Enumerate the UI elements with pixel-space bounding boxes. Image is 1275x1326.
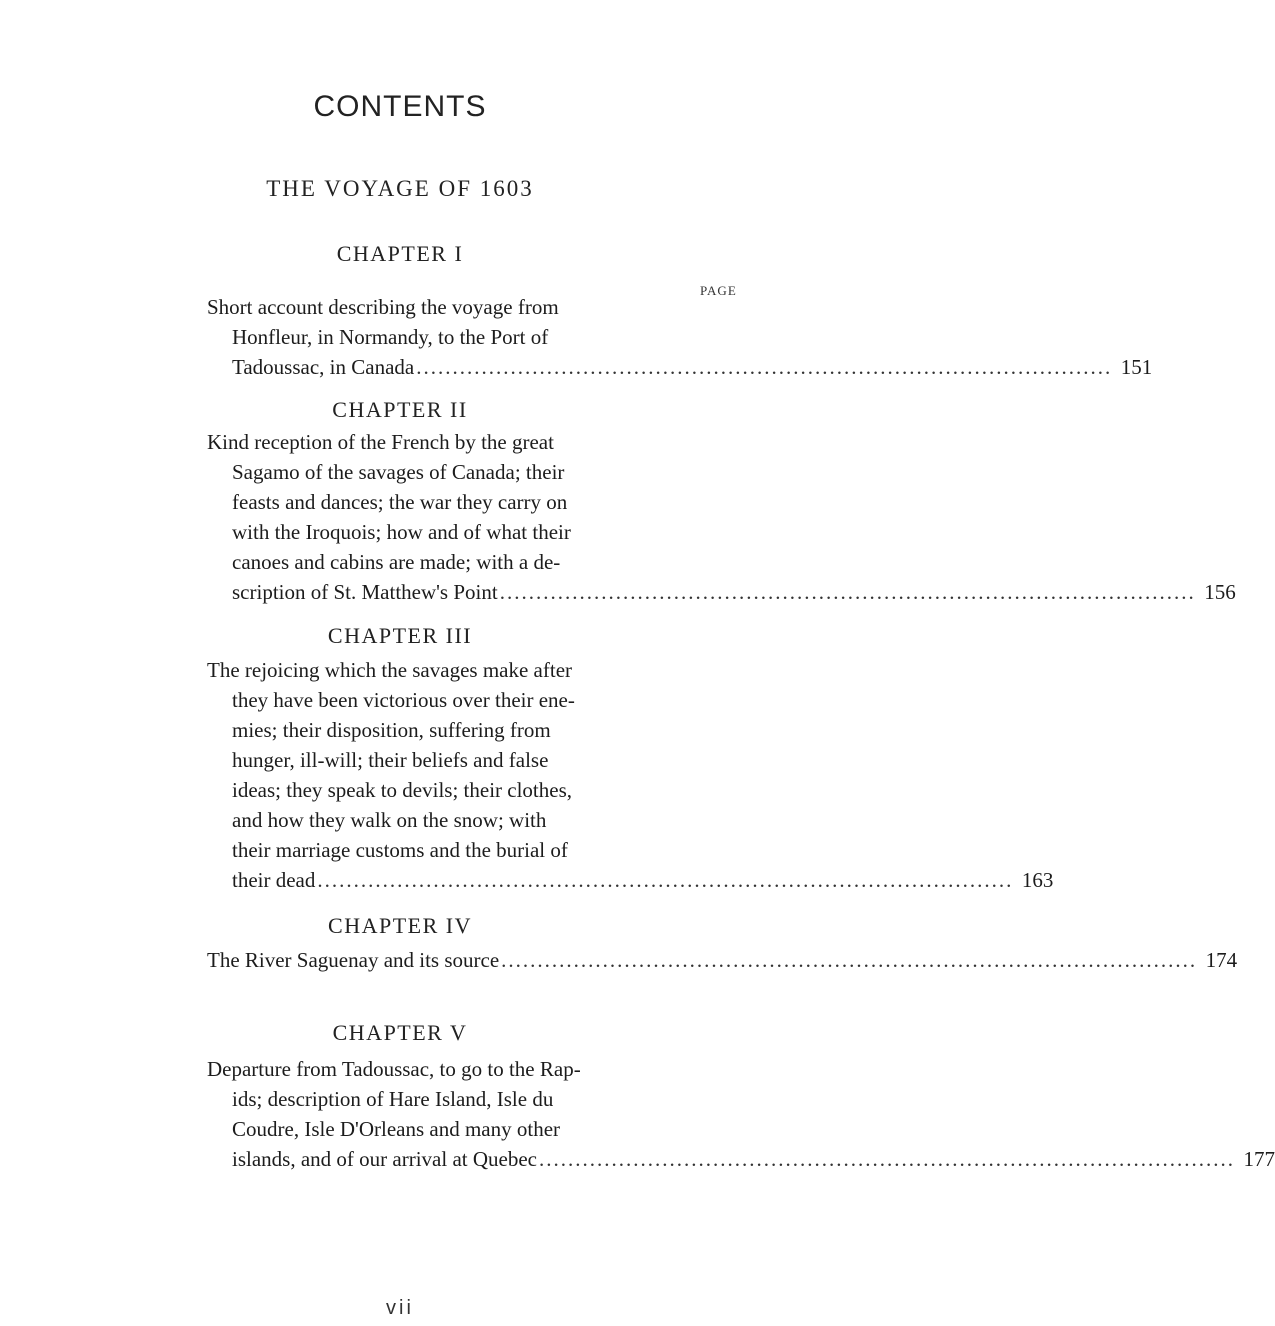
page-number: 174 <box>1205 948 1238 972</box>
entry-line: ideas; they speak to devils; their clothes, <box>232 778 572 802</box>
chapter-entry-1 <box>0 292 1153 382</box>
entry-line: feasts and dances; the war they carry on <box>232 490 568 514</box>
page-number: 177 <box>1243 1147 1275 1171</box>
entry-last-line <box>0 865 1054 895</box>
entry-line: they have been victorious over their ene- <box>232 688 575 712</box>
chapter-heading-1: CHAPTER I <box>336 241 464 266</box>
entry-last-line <box>0 577 1236 607</box>
chapter-heading-5: CHAPTER V <box>332 1020 468 1045</box>
page-number: 156 <box>1204 580 1236 604</box>
entry-last-line <box>0 945 1238 975</box>
entry-last-line <box>0 352 1153 382</box>
entry-line: Kind reception of the French by the great <box>207 430 554 454</box>
page-column-label: PAGE <box>700 283 737 298</box>
entry-line: Honfleur, in Normandy, to the Port of <box>232 325 549 349</box>
entry-line: Tadoussac, in Canada <box>232 355 415 379</box>
chapter-heading-3: CHAPTER III <box>327 623 473 648</box>
entry-line: canoes and cabins are made; with a de- <box>232 550 561 574</box>
chapter-heading-4: CHAPTER IV <box>328 913 472 938</box>
contents-title: CONTENTS <box>313 90 487 123</box>
chapter-entry-3 <box>0 655 1054 895</box>
dot-leader: ................................................................................................ <box>499 580 1196 604</box>
voyage-title: THE VOYAGE OF 1603 <box>266 176 534 201</box>
chapter-entry-4 <box>0 945 1238 975</box>
entry-line: The River Saguenay and its source <box>207 948 500 972</box>
entry-line: scription of St. Matthew's Point <box>232 580 498 604</box>
entry-line: hunger, ill-will; their beliefs and false <box>232 748 549 772</box>
entry-line: and how they walk on the snow; with <box>232 808 547 832</box>
entry-line: mies; their disposition, suffering from <box>232 718 551 742</box>
page-folio: vii <box>386 1297 414 1319</box>
entry-line: Coudre, Isle D'Orleans and many other <box>232 1117 561 1141</box>
chapter-heading-2: CHAPTER II <box>332 397 468 422</box>
page-number: 163 <box>1021 868 1054 892</box>
entry-line: their marriage customs and the burial of <box>232 838 568 862</box>
chapter-entry-2 <box>0 427 1236 607</box>
entry-line: islands, and of our arrival at Quebec <box>232 1147 537 1171</box>
entry-line: Short account describing the voyage from <box>207 295 559 319</box>
entry-line: with the Iroquois; how and of what their <box>232 520 571 544</box>
entry-last-line <box>0 1144 1275 1174</box>
entry-line: their dead <box>232 868 316 892</box>
dot-leader: ................................................................................................ <box>416 355 1113 379</box>
page-number: 151 <box>1120 355 1153 379</box>
entry-line: The rejoicing which the savages make after <box>207 658 573 682</box>
dot-leader: ................................................................................................ <box>317 868 1014 892</box>
chapter-entry-5 <box>0 1054 1275 1174</box>
entry-line: Sagamo of the savages of Canada; their <box>232 460 565 484</box>
dot-leader: ................................................................................................ <box>501 948 1198 972</box>
dot-leader: ................................................................................................ <box>538 1147 1235 1171</box>
entry-line: ids; description of Hare Island, Isle du <box>232 1087 554 1111</box>
entry-line: Departure from Tadoussac, to go to the Rap- <box>207 1057 581 1081</box>
